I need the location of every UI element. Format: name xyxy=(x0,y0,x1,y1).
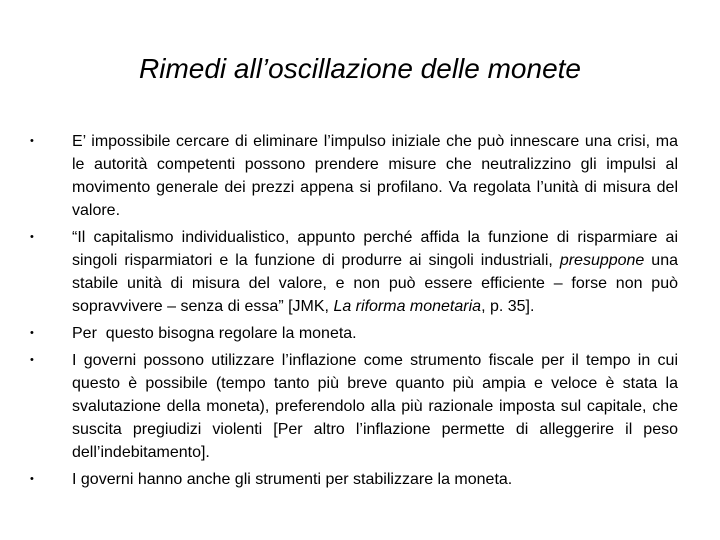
bullet-icon: • xyxy=(30,354,34,366)
bullet-item xyxy=(28,468,678,491)
bullet-text-segment: “Il capitalismo individualistico, appunto perché affida la funzione di risparmiare ai singoli risparmiatori e la funzione di produrre ai singoli industriali, xyxy=(72,229,678,269)
bullet-item xyxy=(28,349,678,464)
citation-title: La riforma monetaria xyxy=(333,298,482,315)
bullet-item xyxy=(28,130,678,222)
bullet-text-segment: I governi hanno anche gli strumenti per stabilizzare la moneta. xyxy=(72,471,513,488)
bullet-item xyxy=(28,322,678,345)
bullet-text-segment: Per questo bisogna regolare la moneta. xyxy=(72,325,357,342)
bullet-icon: • xyxy=(30,327,34,339)
bullet-text xyxy=(72,130,678,222)
bullet-icon: • xyxy=(30,231,34,243)
slide-title: Rimedi all’oscillazione delle monete xyxy=(139,53,581,84)
bullet-text-segment: I governi possono utilizzare l’inflazione come strumento fiscale per il tempo in cui questo è possibile (tempo tanto più breve quanto più ampia e veloce è stata la svalutazione della moneta), preferendolo alla più razionale imposta sul capitale, che suscita pregiudizi violenti [Per altro l’inflazione permette di alleggerire il peso dell’indebitamento]. xyxy=(72,352,678,461)
bullet-text-segment: una stabile unità di misura del valore, e non può essere efficiente – forse non può sopravvivere – senza di essa” [JMK, xyxy=(72,252,679,315)
bullet-list xyxy=(28,130,678,495)
bullet-item xyxy=(28,226,678,318)
bullet-text xyxy=(72,226,678,318)
bullet-text xyxy=(72,468,678,491)
bullet-text xyxy=(72,322,678,345)
bullet-text xyxy=(72,349,678,464)
bullet-icon: • xyxy=(30,135,34,147)
bullet-text-emphasis: presuppone xyxy=(559,252,645,269)
bullet-icon: • xyxy=(30,473,34,485)
bullet-text-segment: , p. 35]. xyxy=(481,298,535,315)
bullet-text-segment: E’ impossibile cercare di eliminare l’impulso iniziale che può innescare una crisi, ma le autorità competenti possono prendere misure che neutralizzino gli impulsi al movimento generale dei prezzi appena si profilano. Va regolata l’unità di misura del valore. xyxy=(72,133,678,219)
